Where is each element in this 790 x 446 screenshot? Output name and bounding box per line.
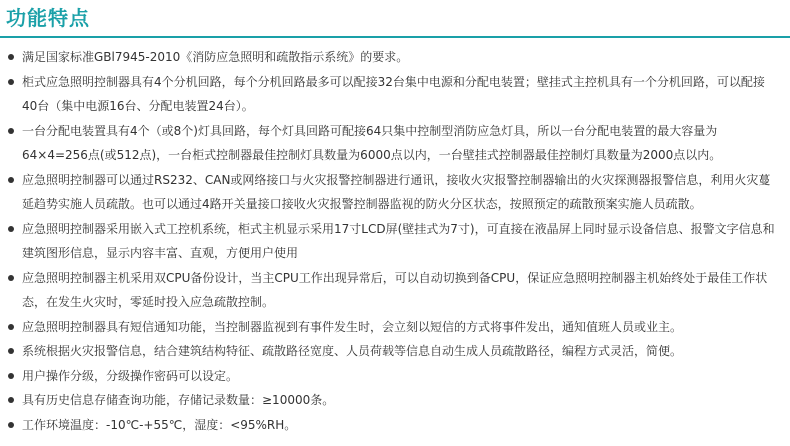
feature-text: 工作环境温度：-10℃-+55℃，湿度：<95%RH。	[22, 417, 297, 432]
feature-item	[0, 339, 780, 364]
feature-text: 应急照明控制器可以通过RS232、CAN或网络接口与火灾报警控制器进行通讯，接收火灾报警控制器输出的火灾探测器报警信息，利用火灾蔓延趋势实施人员疏散。也可以通过4路开关量接口接收火灾报警控制器监视的防火分区状态，按照预定的疏散预案实施人员疏散。	[22, 172, 771, 211]
feature-text: 柜式应急照明控制器具有4个分机回路，每个分机回路最多可以配接32台集中电源和分配电装置；壁挂式主控机具有一个分机回路，可以配接40台（集中电源16台、分配电装置24台）。	[22, 74, 765, 113]
feature-item	[0, 70, 780, 119]
feature-item	[0, 119, 780, 168]
bullet-icon	[8, 348, 14, 354]
feature-text: 应急照明控制器具有短信通知功能，当控制器监视到有事件发生时，会立刻以短信的方式将事件发出，通知值班人员或业主。	[22, 319, 683, 334]
bullet-icon	[8, 128, 14, 134]
feature-text: 满足国家标准GBl7945-2010《消防应急照明和疏散指示系统》的要求。	[22, 50, 409, 64]
bullet-icon	[8, 397, 14, 403]
feature-item	[0, 413, 780, 438]
feature-item	[0, 388, 780, 413]
feature-text: 具有历史信息存储查询功能，存储记录数量：≥10000条。	[22, 393, 335, 407]
bullet-icon	[8, 79, 14, 85]
feature-text: 一台分配电装置具有4个（或8个)灯具回路，每个灯具回路可配接64只集中控制型消防应急灯具，所以一台分配电装置的最大容量为64×4=256点(或512点)，一台柜式控制器最佳控制灯具数量为6000点以内，一台壁挂式控制器最佳控制灯具数量为2000点以内。	[22, 123, 722, 162]
feature-item	[0, 168, 780, 217]
bullet-icon	[8, 324, 14, 330]
feature-item	[0, 364, 780, 389]
bullet-icon	[8, 226, 14, 232]
bullet-icon	[8, 373, 14, 379]
bullet-icon	[8, 422, 14, 428]
bullet-icon	[8, 54, 14, 60]
feature-text: 用户操作分级，分级操作密码可以设定。	[22, 368, 239, 383]
bullet-icon	[8, 177, 14, 183]
bullet-icon	[8, 275, 14, 281]
feature-text: 系统根据火灾报警信息，结合建筑结构特征、疏散路径宽度、人员荷载等信息自动生成人员疏散路径，编程方式灵活，简便。	[22, 344, 683, 358]
feature-item	[0, 217, 780, 266]
feature-item	[0, 45, 780, 70]
feature-item	[0, 315, 780, 340]
section-title: 功能特点	[6, 6, 90, 30]
feature-list	[0, 45, 780, 437]
title-divider	[0, 36, 790, 38]
feature-text: 应急照明控制器主机采用双CPU备份设计，当主CPU工作出现异常后，可以自动切换到备CPU，保证应急照明控制器主机始终处于最佳工作状态，在发生火灾时，零延时投入应急疏散控制。	[22, 270, 768, 309]
feature-text: 应急照明控制器采用嵌入式工控机系统，柜式主机显示采用17寸LCD屏(壁挂式为7寸)，可直接在液晶屏上同时显示设备信息、报警文字信息和建筑图形信息，显示内容丰富、直观，方便用户使用	[22, 221, 775, 260]
feature-item	[0, 266, 780, 315]
